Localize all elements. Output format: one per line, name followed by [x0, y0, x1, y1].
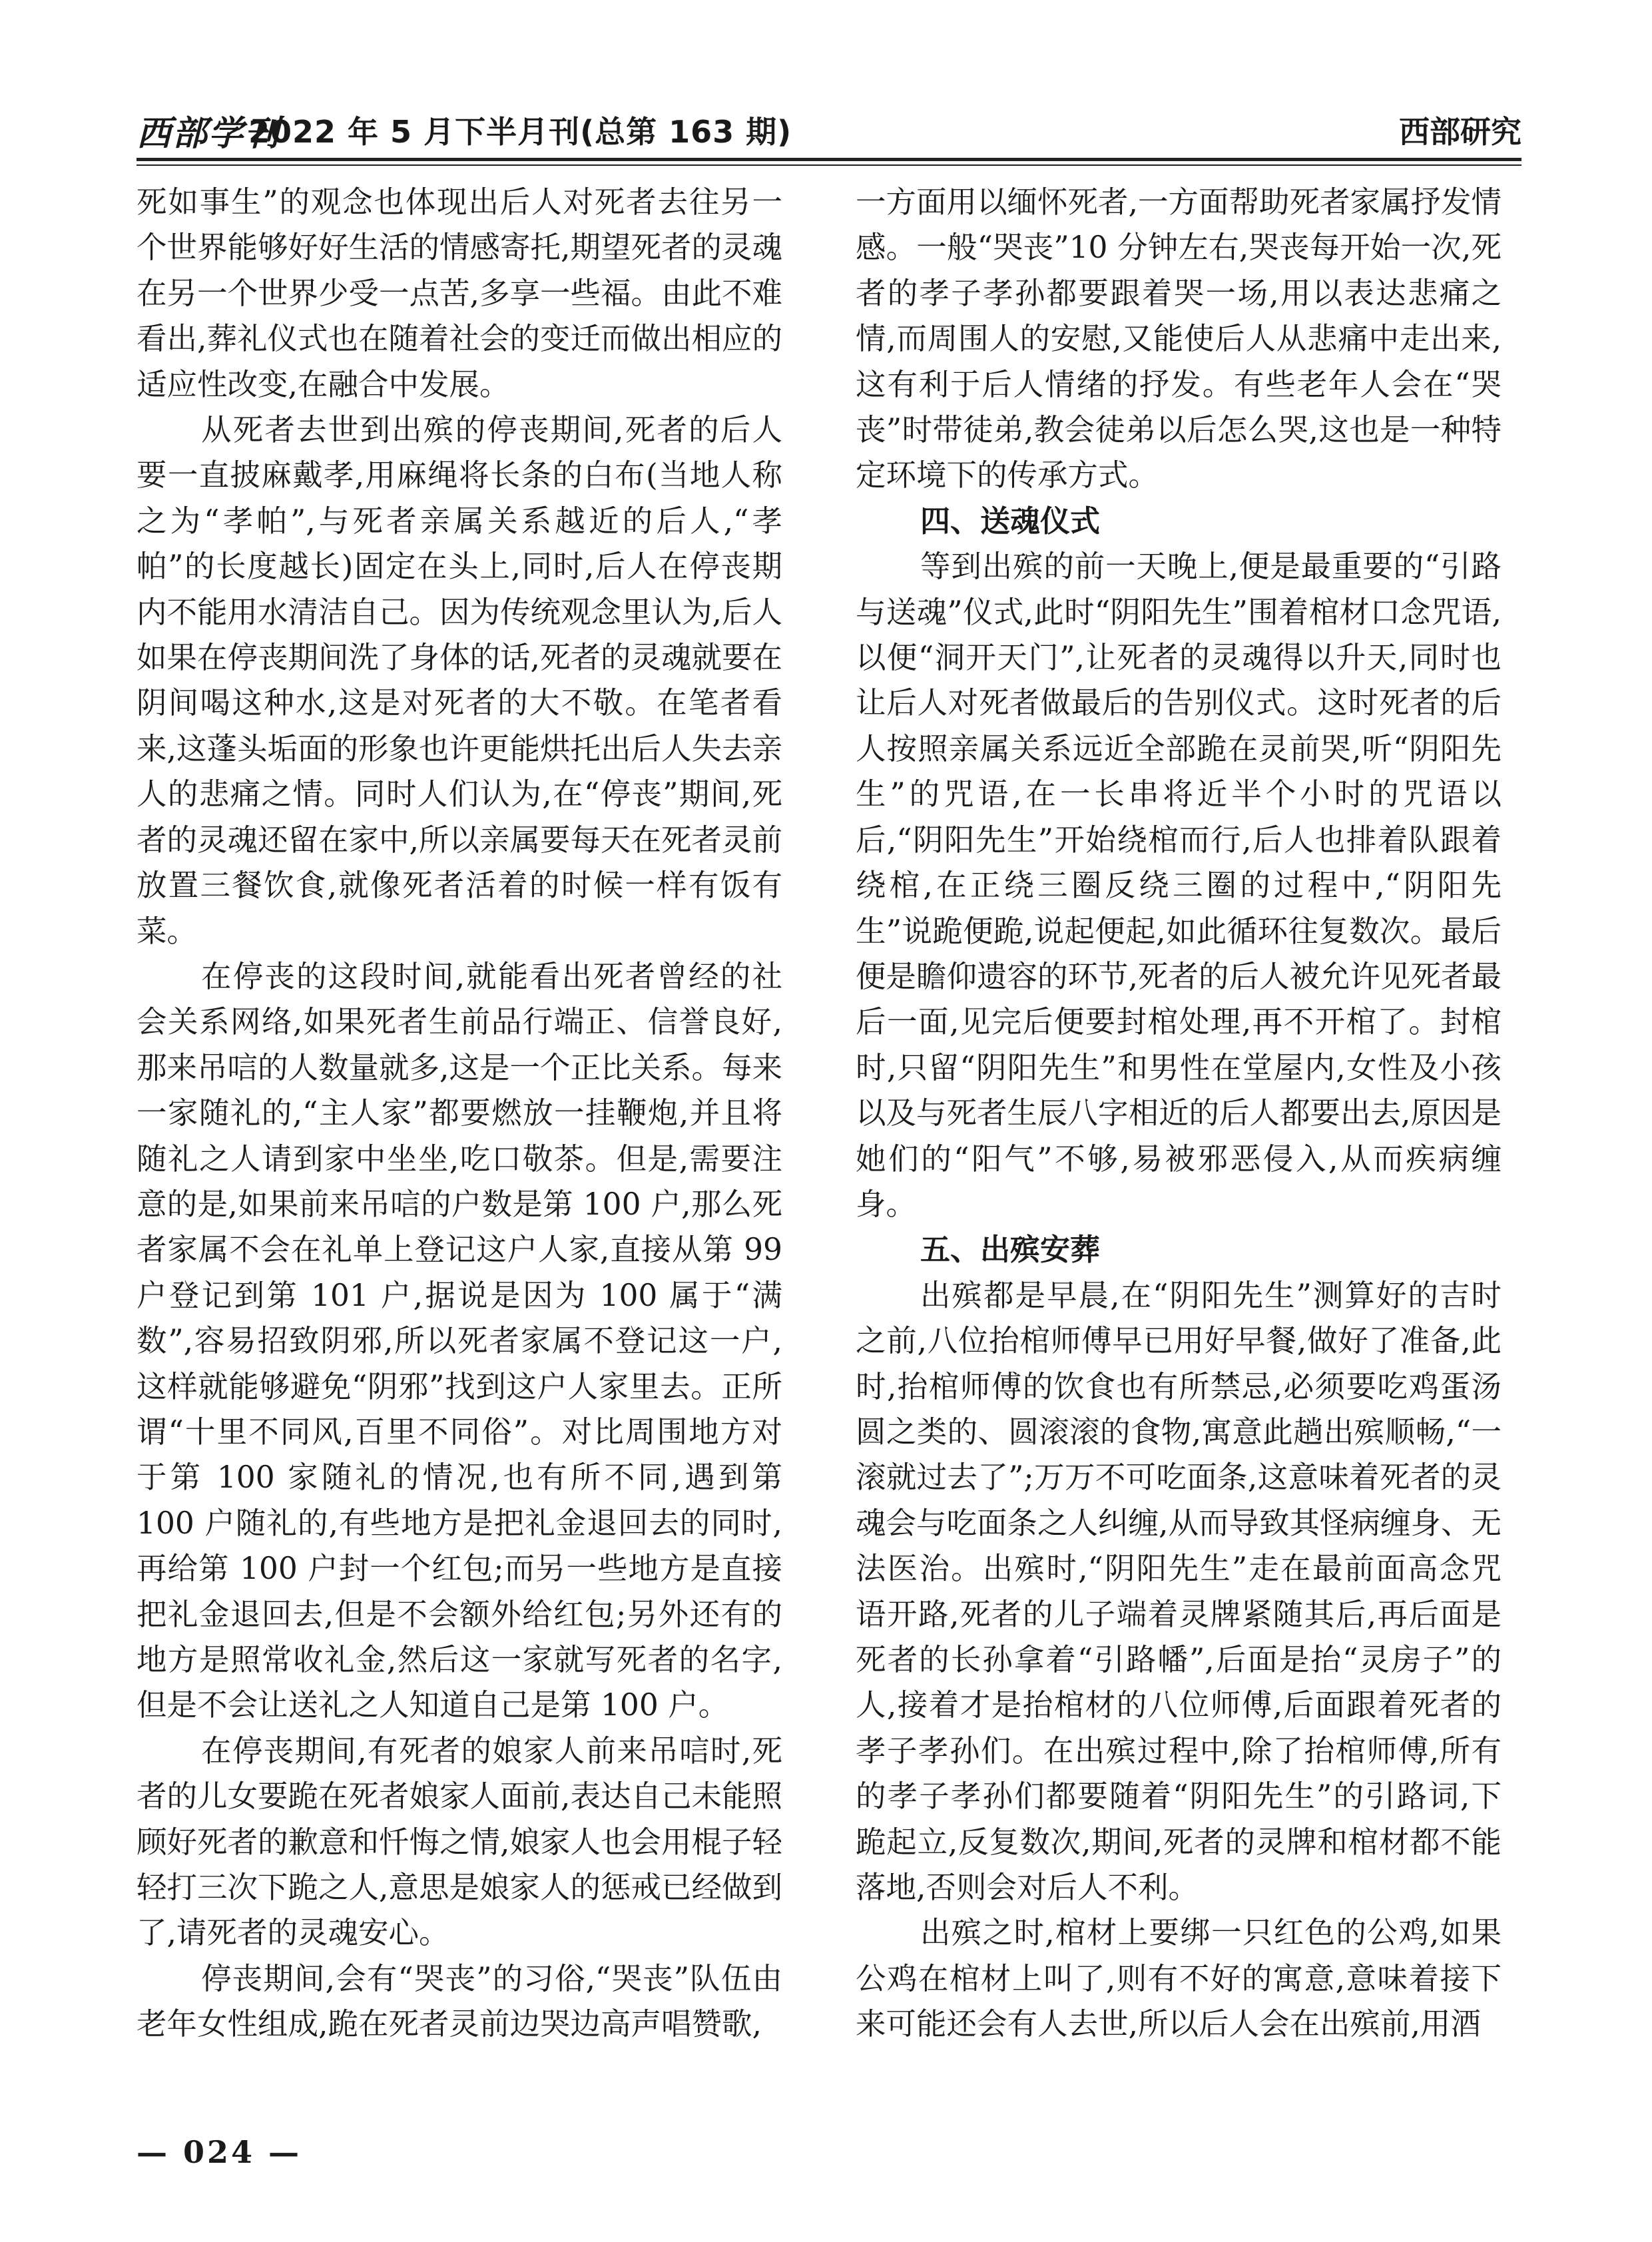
paragraph: 在停丧的这段时间,就能看出死者曾经的社会关系网络,如果死者生前品行端正、信誉良好,那来吊唁的人数量就多,这是一个正比关系。每来一家随礼的,“主人家”都要燃放一挂鞭炮,并且将随礼之人请到家中坐坐,吃口敬茶。但是,需要注意的是,如果前来吊唁的户数是第 100 户,那么死者家属不会在礼单上登记这户人家,直接从第 99 户登记到第 101 户,据说是因为 100 属于“满数”,容易招致阴邪,所以死者家属不登记这一户,这样就能够避免“阴邪”找到这户人家里去。正所谓“十里不同风,百里不同俗”。对比周围地方对于第 100 家随礼的情况,也有所不同,遇到第 100 户随礼的,有些地方是把礼金退回去的同时,再给第 100 户封一个红包;而另一些地方是直接把礼金退回去,但是不会额外给红包;另外还有的地方是照常收礼金,然后这一家就写死者的名字,但是不会让送礼之人知道自己是第 100 户。: [137, 958, 782, 1723]
journal-issue: 2022 年 5 月下半月刊(总第 163 期): [248, 114, 792, 150]
left-column: [137, 180, 782, 2151]
page-header: [137, 100, 1521, 153]
paragraph: 等到出殡的前一天晚上,便是最重要的“引路与送魂”仪式,此时“阴阳先生”围着棺材口念咒语,以便“洞开天门”,让死者的灵魂得以升天,同时也让后人对死者做最后的告别仪式。这时死者的后人按照亲属关系远近全部跪在灵前哭,听“阴阳先生”的咒语,在一长串将近半个小时的咒语以后,“阴阳先生”开始绕棺而行,后人也排着队跟着绕棺,在正绕三圈反绕三圈的过程中,“阴阳先生”说跪便跪,说起便起,如此循环往复数次。最后便是瞻仰遗容的环节,死者的后人被允许见死者最后一面,见完后便要封棺处理,再不开棺了。封棺时,只留“阴阳先生”和男性在堂屋内,女性及小孩以及与死者生辰八字相近的后人都要出去,原因是她们的“阳气”不够,易被邪恶侵入,从而疾病缠身。: [856, 549, 1502, 1222]
right-column: [856, 180, 1502, 2151]
paragraph: 死如事生”的观念也体现出后人对死者去往另一个世界能够好好生活的情感寄托,期望死者的灵魂在另一个世界少受一点苦,多享一些福。由此不难看出,葬礼仪式也在随着社会的变迁而做出相应的适应性改变,在融合中发展。: [137, 184, 782, 402]
paragraph: 从死者去世到出殡的停丧期间,死者的后人要一直披麻戴孝,用麻绳将长条的白布(当地人称之为“孝帕”,与死者亲属关系越近的后人,“孝帕”的长度越长)固定在头上,同时,后人在停丧期内不能用水清洁自己。因为传统观念里认为,后人如果在停丧期间洗了身体的话,死者的灵魂就要在阴间喝这种水,这是对死者的大不敬。在笔者看来,这蓬头垢面的形象也许更能烘托出后人失去亲人的悲痛之情。同时人们认为,在“停丧”期间,死者的灵魂还留在家中,所以亲属要每天在死者灵前放置三餐饮食,就像死者活着的时候一样有饭有菜。: [137, 412, 782, 949]
section-heading: 五、出殡安葬: [920, 1232, 1101, 1268]
page-number: — 024 —: [137, 2134, 302, 2170]
paragraph: 在停丧期间,有死者的娘家人前来吊唁时,死者的儿女要跪在死者娘家人面前,表达自己未能照顾好死者的歉意和忏悔之情,娘家人也会用棍子轻轻打三次下跪之人,意思是娘家人的惩戒已经做到了,请死者的灵魂安心。: [137, 1733, 782, 1951]
paragraph: 出殡都是早晨,在“阴阳先生”测算好的吉时之前,八位抬棺师傅早已用好早餐,做好了准备,此时,抬棺师傅的饮食也有所禁忌,必须要吃鸡蛋汤圆之类的、圆滚滚的食物,寓意此趟出殡顺畅,“一滚就过去了”;万万不可吃面条,这意味着死者的灵魂会与吃面条之人纠缠,从而导致其怪病缠身、无法医治。出殡时,“阴阳先生”走在最前面高念咒语开路,死者的儿子端着灵牌紧随其后,再后面是死者的长孙拿着“引路幡”,后面是抬“灵房子”的人,接着才是抬棺材的八位师傅,后面跟着死者的孝子孝孙们。在出殡过程中,除了抬棺师傅,所有的孝子孝孙们都要随着“阴阳先生”的引路词,下跪起立,反复数次,期间,死者的灵牌和棺材都不能落地,否则会对后人不利。: [856, 1277, 1502, 1906]
journal-logo: 西部学刊: [137, 113, 281, 154]
section-name: 西部研究: [1399, 114, 1521, 150]
header-rule-thick: [137, 158, 1521, 161]
section-heading: 四、送魂仪式: [920, 503, 1101, 539]
paragraph: 出殡之时,棺材上要绑一只红色的公鸡,如果公鸡在棺材上叫了,则有不好的寓意,意味着接下来可能还会有人去世,所以后人会在出殡前,用酒: [856, 1915, 1502, 2042]
header-rule-thin: [137, 164, 1521, 166]
paragraph: 停丧期间,会有“哭丧”的习俗,“哭丧”队伍由老年女性组成,跪在死者灵前边哭边高声唱赞歌,: [137, 1960, 782, 2042]
paragraph: 一方面用以缅怀死者,一方面帮助死者家属抒发情感。一般“哭丧”10 分钟左右,哭丧每开始一次,死者的孝子孝孙都要跟着哭一场,用以表达悲痛之情,而周围人的安慰,又能使后人从悲痛中走出来,这有利于后人情绪的抒发。有些老年人会在“哭丧”时带徒弟,教会徒弟以后怎么哭,这也是一种特定环境下的传承方式。: [856, 184, 1502, 493]
